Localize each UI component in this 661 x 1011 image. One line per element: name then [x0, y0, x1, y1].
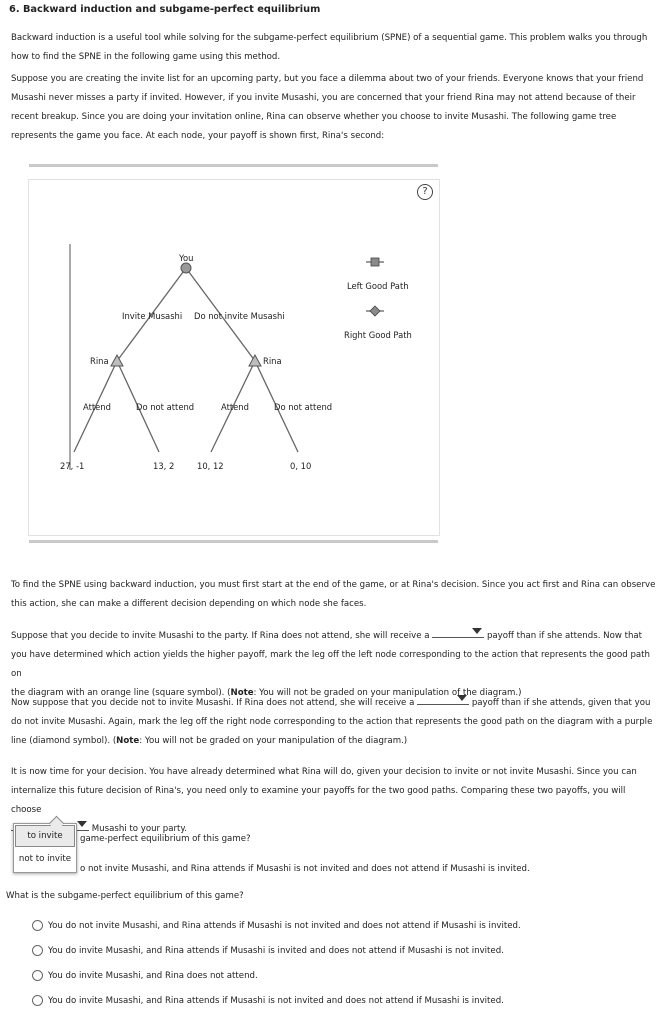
- text-line: this action, she can make a different decision depending on which node she faces.: [11, 599, 367, 609]
- spne-option-2[interactable]: You do invite Musashi, and Rina attends if Musashi is invited and does not attend if Musashi is not invited.: [48, 946, 504, 956]
- decision-paragraph: [11, 763, 656, 839]
- note-label: Note: [116, 736, 140, 746]
- text-line: It is now time for your decision. You have already determined what Rina will do, given your decision to invite or not invite Musashi. Since you can: [11, 767, 637, 777]
- divider-bottom: [29, 540, 438, 543]
- legend-right-label[interactable]: Right Good Path: [344, 330, 412, 340]
- intro-line: represents the game you face. At each node, your payoff is shown first, Rina's second:: [11, 131, 385, 141]
- payoff-4: 0, 10: [290, 461, 312, 471]
- chevron-down-icon: [472, 628, 482, 634]
- text-line: To find the SPNE using backward induction, you must first start at the end of the game, or at Rina's decision. Since you act first and Rina can observe: [11, 580, 656, 590]
- intro-line: Backward induction is a useful tool while solving for the subgame-perfect equilibrium (SPNE) of a sequential game. This problem walks you through: [11, 33, 648, 43]
- payoff-compare-dropdown-2[interactable]: [417, 694, 469, 705]
- payoff-3: 10, 12: [197, 461, 224, 471]
- page-title: 6. Backward induction and subgame-perfect equilibrium: [9, 4, 321, 15]
- text-segment: Suppose that you decide to invite Musashi to the party. If Rina does not attend, she will receive a: [11, 631, 430, 641]
- left-rina-node: [111, 355, 123, 366]
- spne-option-1[interactable]: You do not invite Musashi, and Rina attends if Musashi is not invited and does not attend if Musashi is invited.: [48, 921, 521, 931]
- legend-diamond-icon: [370, 306, 380, 316]
- option-not-to-invite[interactable]: not to invite: [18, 854, 72, 864]
- spne-radio-2[interactable]: [32, 945, 43, 956]
- payoff-2: 13, 2: [153, 461, 175, 471]
- hidden-option-fragment: o not invite Musashi, and Rina attends if Musashi is not invited and does not attend if Musashi is invited.: [80, 864, 530, 874]
- invite-choice-popup: [13, 823, 77, 873]
- spne-radio-3[interactable]: [32, 970, 43, 981]
- right-attend-label: Attend: [221, 402, 249, 412]
- intro-line: recent breakup. Since you are doing your invitation online, Rina can observe whether you choose to invite Musashi. The following game tree: [11, 112, 617, 122]
- text-segment: : You will not be graded on your manipulation of the diagram.): [253, 688, 522, 698]
- invite-scenario-paragraph: [11, 627, 656, 703]
- left-attend-label: Attend: [83, 402, 111, 412]
- root-node: [181, 263, 191, 273]
- text-segment: Musashi to your party.: [91, 824, 188, 834]
- spne-option-3[interactable]: You do invite Musashi, and Rina does not attend.: [48, 971, 258, 981]
- option-to-invite[interactable]: to invite: [15, 825, 75, 847]
- intro-line: Suppose you are creating the invite list for an upcoming party, but you face a dilemma about two of your friends. Everyone knows that your friend: [11, 74, 644, 84]
- payoff-compare-dropdown-1[interactable]: [432, 627, 484, 638]
- text-segment: payoff than if she attends. Now that: [486, 631, 643, 641]
- root-label: You: [179, 253, 194, 263]
- legend-square-icon: [371, 258, 379, 266]
- chevron-down-icon: [77, 821, 87, 827]
- text-line: you have determined which action yields the higher payoff, mark the leg off the left node corresponding to the action that represents the good path on: [11, 650, 650, 679]
- spne-option-4[interactable]: You do invite Musashi, and Rina attends if Musashi is not invited and does not attend if Musashi is invited.: [48, 996, 504, 1006]
- text-segment: Now suppose that you decide not to invite Musashi. If Rina does not attend, she will receive a: [11, 698, 415, 708]
- right-not-attend-label: Do not attend: [274, 402, 333, 412]
- intro-line: how to find the SPNE in the following game using this method.: [11, 52, 281, 62]
- text-segment: line (diamond symbol). (: [11, 736, 117, 746]
- chevron-down-icon: [457, 695, 467, 701]
- text-line: do not invite Musashi. Again, mark the leg off the right node corresponding to the action that represents the good path on the diagram with a purple: [11, 717, 653, 727]
- text-segment: the diagram with an orange line (square symbol). (: [11, 688, 231, 698]
- intro-line: Musashi never misses a party if invited. However, if you invite Musashi, you are concerned that your friend Rina may not attend because of their: [11, 93, 636, 103]
- payoff-1: 27, -1: [60, 461, 85, 471]
- not-invite-branch-label: Do not invite Musashi: [194, 311, 285, 321]
- help-icon[interactable]: ?: [417, 184, 433, 200]
- text-segment: : You will not be graded on your manipulation of the diagram.): [139, 736, 408, 746]
- invite-branch-label: Invite Musashi: [122, 311, 183, 321]
- left-not-attend-label: Do not attend: [136, 402, 195, 412]
- legend-left-label[interactable]: Left Good Path: [347, 281, 409, 291]
- spne-question: What is the subgame-perfect equilibrium of this game?: [6, 891, 244, 901]
- text-line: internalize this future decision of Rina's, you need only to examine your payoffs for the two good paths. Comparing these two payoffs, you will choose: [11, 786, 626, 815]
- backward-induction-paragraph: [11, 576, 656, 614]
- right-rina-node: [249, 355, 261, 366]
- right-rina-label: Rina: [263, 356, 282, 366]
- spne-radio-4[interactable]: [32, 995, 43, 1006]
- hidden-question-fragment: game-perfect equilibrium of this game?: [80, 834, 251, 844]
- text-segment: payoff than if she attends, given that you: [471, 698, 651, 708]
- not-invite-scenario-paragraph: [11, 694, 656, 751]
- left-rina-label: Rina: [90, 356, 109, 366]
- spne-radio-1[interactable]: [32, 920, 43, 931]
- note-label: Note: [230, 688, 254, 698]
